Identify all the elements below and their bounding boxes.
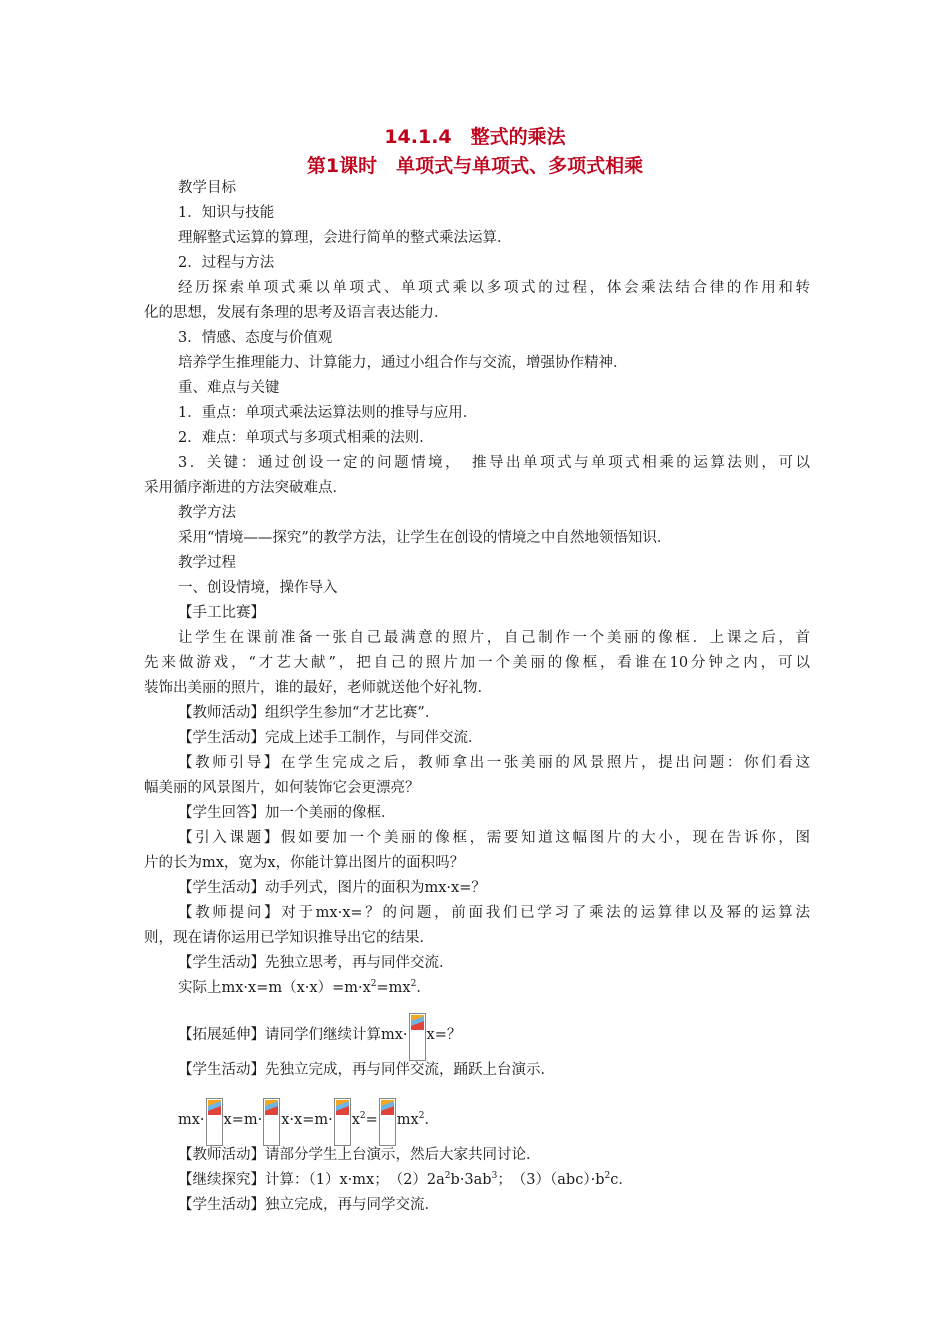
text-line: 3．关键：通过创设一定的问题情境， 推导出单项式与单项式相乘的运算法则，可以 [178, 455, 810, 471]
text-line: 采用循序渐进的方法突破难点． [144, 480, 347, 496]
text-line: 【学生活动】完成上述手工制作，与同伴交流． [178, 730, 483, 746]
heading-objectives: 教学目标 [178, 180, 236, 196]
text-line: 【学生活动】先独立思考，再与同伴交流． [178, 955, 454, 971]
lesson-subtitle: 第1课时 单项式与单项式、多项式相乘 [306, 155, 644, 177]
text-line: 3．情感、态度与价值观 [178, 330, 333, 346]
text-line: 【引入课题】假如要加一个美丽的像框，需要知道这幅图片的大小，现在告诉你，图 [178, 830, 810, 846]
text-line: 幅美丽的风景图片，如何装饰它会更漂亮？ [144, 780, 420, 796]
text-line: 采用“情境——探究”的教学方法，让学生在创设的情境之中自然地领悟知识． [178, 530, 672, 546]
text-line: 装饰出美丽的照片，谁的最好，老师就送他个好礼物． [144, 680, 492, 696]
text-line: 让学生在课前准备一张自己最满意的照片，自己制作一个美丽的像框．上课之后，首 [178, 630, 810, 646]
text-line: 化的思想，发展有条理的思考及语言表达能力． [144, 305, 449, 321]
text-line: 先来做游戏，“才艺大献”，把自己的照片加一个美丽的像框，看谁在10分钟之内，可以 [144, 655, 810, 671]
continue-explore-line: 【继续探究】计算：（1）x·mx； $(2)2a^2b\cdot 3ab^3$； $(3)(abc)\cdot b^2c$． [178, 1171, 633, 1188]
text-line: 【教师提问】对于mx·x=？的问题，前面我们已学习了乘法的运算律以及幂的运算法 [178, 905, 810, 921]
equation-line: 实际上$mx\cdot x=m(x\cdot x)=m\cdot x^2=mx^2$． [178, 979, 431, 996]
broken-image-icon [334, 1098, 351, 1146]
heading-key-points: 重、难点与关键 [178, 380, 280, 396]
text-line: 培养学生推理能力、计算能力，通过小组合作与交流，增强协作精神． [178, 355, 628, 371]
text-line: 1．重点：单项式乘法运算法则的推导与应用． [178, 405, 478, 421]
text-line: 经历探索单项式乘以单项式、单项式乘以多项式的过程，体会乘法结合律的作用和转 [178, 280, 810, 296]
text-line: 1．知识与技能 [178, 205, 275, 221]
text-line: 2．过程与方法 [178, 255, 275, 271]
broken-image-icon [263, 1098, 280, 1146]
text-line: 【学生回答】加一个美丽的像框． [178, 805, 396, 821]
text-line: 【学生活动】独立完成，再与同学交流． [178, 1197, 439, 1213]
heading-process: 教学过程 [178, 555, 236, 571]
text-line: 片的长为mx，宽为x，你能计算出图片的面积吗？ [144, 855, 465, 871]
broken-image-icon [379, 1098, 396, 1146]
heading-methods: 教学方法 [178, 505, 236, 521]
text-line: 【手工比赛】 [178, 605, 265, 621]
text-line: 【学生活动】先独立完成，再与同伴交流，踊跃上台演示． [178, 1062, 555, 1078]
text-line: 2．难点：单项式与多项式相乘的法则． [178, 430, 434, 446]
equation-line: mx· x=m· x·x=m· $x^2=$ $mx^2$． [178, 1098, 844, 1118]
text-line: 理解整式运算的算理，会进行简单的整式乘法运算． [178, 230, 512, 246]
lesson-title: 14.1.4 整式的乘法 [384, 126, 566, 148]
text-line: 【教师活动】组织学生参加“才艺比赛”． [178, 705, 440, 721]
text-line: 【教师引导】在学生完成之后，教师拿出一张美丽的风景照片，提出问题：你们看这 [178, 755, 810, 771]
text-line: 【教师活动】请部分学生上台演示，然后大家共同讨论． [178, 1147, 541, 1163]
text-line: 一、创设情境，操作导入 [178, 580, 338, 596]
text-line: 【学生活动】动手列式，图片的面积为mx·x=？ [178, 880, 486, 896]
extension-line: 【拓展延伸】请同学们继续计算mx· x=？ [178, 1013, 810, 1033]
broken-image-icon [206, 1098, 223, 1146]
broken-image-icon [409, 1013, 426, 1061]
text-line: 则，现在请你运用已学知识推导出它的结果． [144, 930, 434, 946]
